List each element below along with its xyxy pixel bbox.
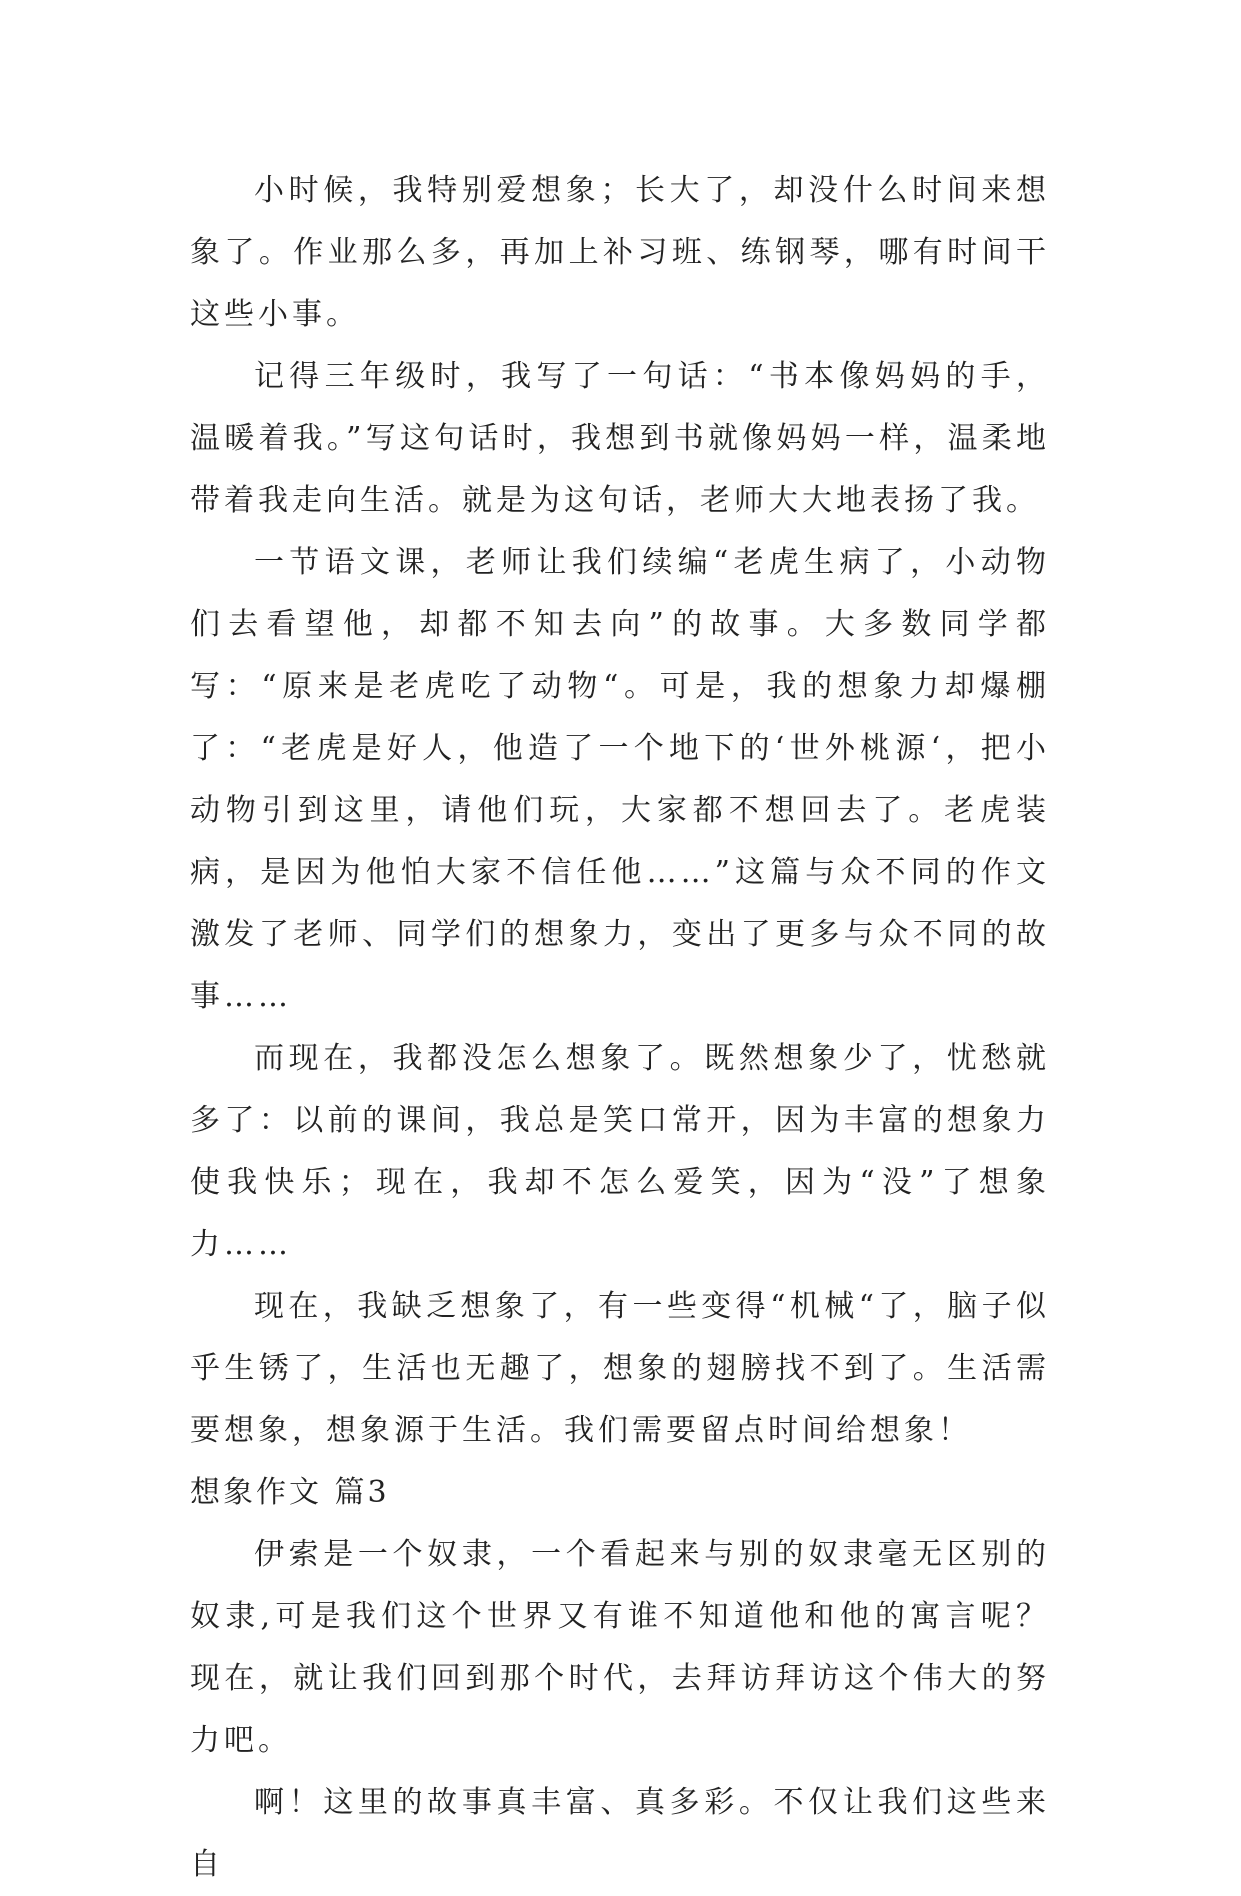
paragraph: 小时候，我特别爱想象；长大了，却没什么时间来想象了。作业那么多，再加上补习班、练钢琴，哪有时间干这些小事。	[190, 173, 1050, 332]
paragraph: 啊！这里的故事真丰富、真多彩。不仅让我们这些来自	[190, 1785, 1050, 1882]
paragraph: 伊索是一个奴隶，一个看起来与别的奴隶毫无区别的奴隶,可是我们这个世界又有谁不知道他和他的寓言呢？现在，就让我们回到那个时代，去拜访拜访这个伟大的努力吧。	[190, 1537, 1050, 1758]
paragraph: 而现在，我都没怎么想象了。既然想象少了，忧愁就多了：以前的课间，我总是笑口常开，因为丰富的想象力使我快乐；现在，我却不怎么爱笑，因为“没”了想象力……	[190, 1041, 1050, 1262]
paragraph: 记得三年级时，我写了一句话：“书本像妈妈的手，温暖着我。”写这句话时，我想到书就像妈妈一样，温柔地带着我走向生活。就是为这句话，老师大大地表扬了我。	[190, 359, 1050, 518]
section-heading: 想象作文 篇3	[190, 1475, 390, 1510]
paragraph: 一节语文课，老师让我们续编“老虎生病了，小动物们去看望他，却都不知去向”的故事。大多数同学都写：“原来是老虎吃了动物“。可是，我的想象力却爆棚了：“老虎是好人，他造了一个地下的‘世外桃源‘，把小动物引到这里，请他们玩，大家都不想回去了。老虎装病，是因为他怕大家不信任他……”这篇与众不同的作文激发了老师、同学们的想象力，变出了更多与众不同的故事……	[190, 545, 1050, 1014]
paragraph: 现在，我缺乏想象了，有一些变得“机械“了，脑子似乎生锈了，生活也无趣了，想象的翅膀找不到了。生活需要想象，想象源于生活。我们需要留点时间给想象！	[190, 1289, 1050, 1448]
document-body	[190, 160, 1050, 1896]
